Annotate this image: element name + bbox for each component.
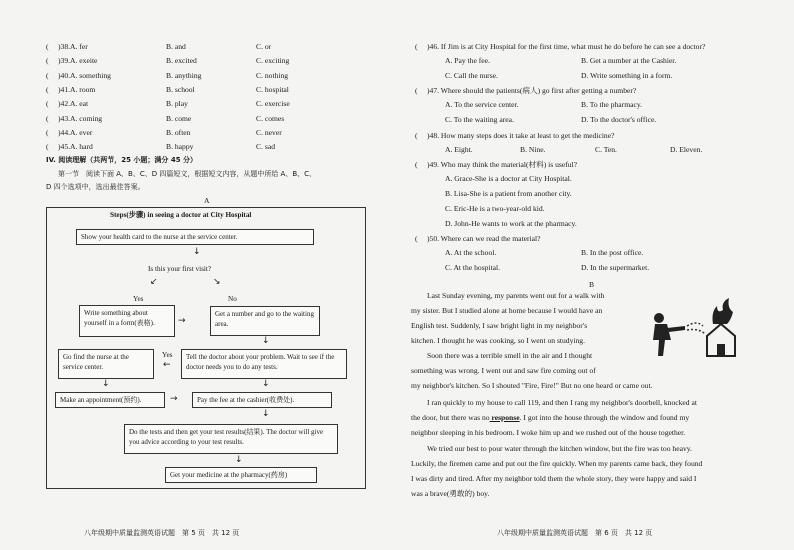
passage-text: . I got into the house through the window and found my <box>519 413 690 422</box>
passage-line <box>427 291 604 300</box>
step-write-form: Write something about yourself in a form(表格). <box>79 305 175 337</box>
passage-text: I ran quickly to my house to call 119, and then I rang my neighbor's doorbell, knocked at <box>427 398 697 407</box>
answer-option: A. To the service center. <box>445 100 519 109</box>
cloze-option-c: C. or <box>256 42 272 51</box>
passage-line <box>411 336 585 345</box>
answer-paren[interactable]: ( <box>46 99 49 109</box>
instruction-line-2: D 四个选项中，选出最佳答案。 <box>46 183 145 191</box>
yes2-label: Yes <box>162 351 173 359</box>
first-visit-question: Is this your first visit? <box>148 265 212 273</box>
answer-option: D. Write something in a form. <box>581 71 673 80</box>
answer-option: B. In the post office. <box>581 248 644 257</box>
passage-text: was a brave(勇敢的) boy. <box>411 489 490 498</box>
answer-option: D. John-He wants to work at the pharmacy. <box>445 219 577 228</box>
cloze-option-c: C. never <box>256 127 282 137</box>
answer-paren[interactable]: ( <box>46 113 49 123</box>
answer-paren[interactable]: ( <box>46 56 49 66</box>
answer-paren[interactable]: ( <box>46 84 49 94</box>
arrow-right-icon: → <box>178 316 186 326</box>
passage-line <box>411 381 652 390</box>
cloze-option-a: )43.A. coming <box>58 113 103 123</box>
answer-option: D. Eleven. <box>670 145 703 154</box>
right-footer: 八年级期中质量监测英语试题 第 6 页 共 12 页 <box>497 529 653 537</box>
answer-option: C. Ten. <box>595 145 617 154</box>
cloze-option-c: C. exciting <box>256 56 290 66</box>
passage-text: kitchen. I thought he was cooking, so I went on studying. <box>411 336 585 345</box>
cloze-option-c: C. hospital <box>256 84 289 94</box>
step-get-number: Get a number and go to the waiting area. <box>210 306 320 336</box>
cloze-option-a: )38.A. fer <box>58 42 88 51</box>
answer-paren[interactable]: ( <box>415 86 418 95</box>
cloze-option-a: )40.A. something <box>58 70 111 80</box>
passage-text: my neighbor's kitchen. So I shouted "Fire, Fire!" But no one heard or came out. <box>411 381 653 390</box>
yes-label: Yes <box>133 295 144 303</box>
left-footer: 八年级期中质量监测英语试题 第 5 页 共 12 页 <box>84 529 240 537</box>
cloze-option-a: )44.A. ever <box>58 127 93 137</box>
instruction-line-1: 第一节 阅读下面 A、B、C、D 四篇短文，根据短文内容，从题中所给 A、B、C、 <box>58 170 317 178</box>
answer-paren[interactable]: ( <box>46 142 49 152</box>
arrow-right-icon: → <box>170 394 178 404</box>
answer-option: D. In the supermarket. <box>581 263 650 272</box>
passage-line <box>411 321 587 330</box>
cloze-option-b: B. school <box>166 84 195 94</box>
answer-option: C. Eric-He is a two-year-old kid. <box>445 204 545 213</box>
arrow-down-icon: ↓ <box>262 379 270 389</box>
answer-option: A. Eight. <box>445 145 473 154</box>
step-pay-fee: Pay the fee at the cashier(收费处). <box>192 392 332 408</box>
cloze-option-b: B. and <box>166 42 186 51</box>
cloze-option-c: C. sad <box>256 142 275 152</box>
passage-line <box>427 444 692 453</box>
arrow-down-icon: ↓ <box>262 409 270 419</box>
passage-text: Luckily, the firemen came and put out the fire quickly. When my parents came back, they found <box>411 459 703 468</box>
answer-paren[interactable]: ( <box>415 42 418 51</box>
answer-option: B. Nine. <box>520 145 546 154</box>
passage-text: the door, but there was no <box>411 413 490 422</box>
passage-line <box>411 413 689 422</box>
cloze-option-b: B. play <box>166 99 188 109</box>
passage-text: Last Sunday evening, my parents went out for a walk with <box>427 291 605 300</box>
step-do-tests: Do the tests and then get your test results(结果). The doctor will give you advice according to your test results. <box>124 424 338 454</box>
passage-line <box>411 366 596 375</box>
passage-text: We tried our best to pour water through the kitchen window, but the fire was too heavy. <box>427 444 692 453</box>
passage-text: my sister. But I studied alone at home because I would have an <box>411 306 603 315</box>
cloze-option-a: )42.A. eat <box>58 99 89 109</box>
cloze-option-c: C. exercise <box>256 99 290 109</box>
passage-line <box>427 351 592 360</box>
answer-paren[interactable]: ( <box>415 234 418 243</box>
answer-option: D. To the doctor's office. <box>581 115 657 124</box>
question-stem: )47. Where should the patients(病人) go first after getting a number? <box>427 86 637 95</box>
question-stem: )48. How many steps does it take at least to get the medicine? <box>427 131 615 140</box>
step-show-card: Show your health card to the nurse at the service center. <box>76 229 314 245</box>
answer-option: A. Pay the fee. <box>445 56 490 65</box>
cloze-option-b: B. often <box>166 127 191 137</box>
answer-option: B. Lisa-She is a patient from another city. <box>445 189 572 198</box>
arrow-down-right-icon: ↘ <box>213 277 221 287</box>
answer-option: A. At the school. <box>445 248 497 257</box>
firefighter-illustration <box>645 296 741 364</box>
passage-a-label: A <box>204 196 210 205</box>
arrow-down-icon: ↓ <box>102 379 110 389</box>
question-stem: )46. If Jim is at City Hospital for the first time, what must he do before he can see a doctor? <box>427 42 706 51</box>
passage-line <box>411 489 489 498</box>
cloze-option-b: B. excited <box>166 56 197 66</box>
answer-paren[interactable]: ( <box>415 131 418 140</box>
cloze-option-b: B. anything <box>166 70 202 80</box>
cloze-option-c: C. nothing <box>256 70 289 80</box>
passage-text: neighbor sleeping in his bedroom. I woke him up and we rushed out of the house together. <box>411 428 686 437</box>
answer-option: C. At the hospital. <box>445 263 501 272</box>
arrow-down-left-icon: ↙ <box>150 277 158 287</box>
step-find-nurse: Go find the nurse at the service center. <box>58 349 154 379</box>
cloze-option-a: )41.A. room <box>58 84 96 94</box>
step-get-medicine: Get your medicine at the pharmacy(药房) <box>165 467 317 483</box>
step-appointment: Make an appointment(预约). <box>55 392 165 408</box>
cloze-option-a: )45.A. hard <box>58 142 93 152</box>
passage-line <box>411 428 685 437</box>
passage-text: I was dirty and tired. After my neighbor told them the whole story, they were happy and said I <box>411 474 697 483</box>
answer-option: A. Grace-She is a doctor at City Hospital. <box>445 174 572 183</box>
passage-text: something was wrong. I went out and saw fire coming out of <box>411 366 596 375</box>
cloze-option-b: B. come <box>166 113 192 123</box>
passage-text: English test. Suddenly, I saw bright light in my neighbor's <box>411 321 588 330</box>
question-stem: )49. Who may think the material(材料) is useful? <box>427 160 578 169</box>
answer-paren[interactable]: ( <box>46 42 49 51</box>
answer-option: C. Call the nurse. <box>445 71 498 80</box>
flowchart-title: Steps(步骤) in seeing a doctor at City Hospital <box>110 211 252 219</box>
cloze-option-b: B. happy <box>166 142 194 152</box>
step-tell-doctor: Tell the doctor about your problem. Wait to see if the doctor needs you to do any tests. <box>181 349 347 379</box>
passage-line <box>427 398 697 407</box>
section-title: IV. 阅读理解（共两节，25 小题；满分 45 分） <box>46 156 198 164</box>
arrow-down-icon: ↓ <box>235 455 243 465</box>
answer-paren[interactable]: ( <box>46 70 49 80</box>
underlined-word: response <box>489 413 520 422</box>
answer-option: C. To the waiting area. <box>445 115 514 124</box>
right-page <box>397 0 794 550</box>
passage-text: Soon there was a terrible smell in the air and I thought <box>427 351 593 360</box>
passage-line <box>411 474 696 483</box>
question-stem: )50. Where can we read the material? <box>427 234 541 243</box>
passage-line <box>411 306 602 315</box>
cloze-option-a: )39.A. exeite <box>58 56 98 66</box>
arrow-left-icon: ← <box>163 360 171 370</box>
arrow-down-icon: ↓ <box>193 247 201 257</box>
answer-option: B. To the pharmacy. <box>581 100 643 109</box>
arrow-down-icon: ↓ <box>262 336 270 346</box>
cloze-option-c: C. comes <box>256 113 285 123</box>
no-label: No <box>228 295 237 303</box>
answer-option: B. Get a number at the Cashier. <box>581 56 677 65</box>
passage-line <box>411 459 702 468</box>
passage-b-label: B <box>589 280 595 289</box>
answer-paren[interactable]: ( <box>415 160 418 169</box>
answer-paren[interactable]: ( <box>46 127 49 137</box>
